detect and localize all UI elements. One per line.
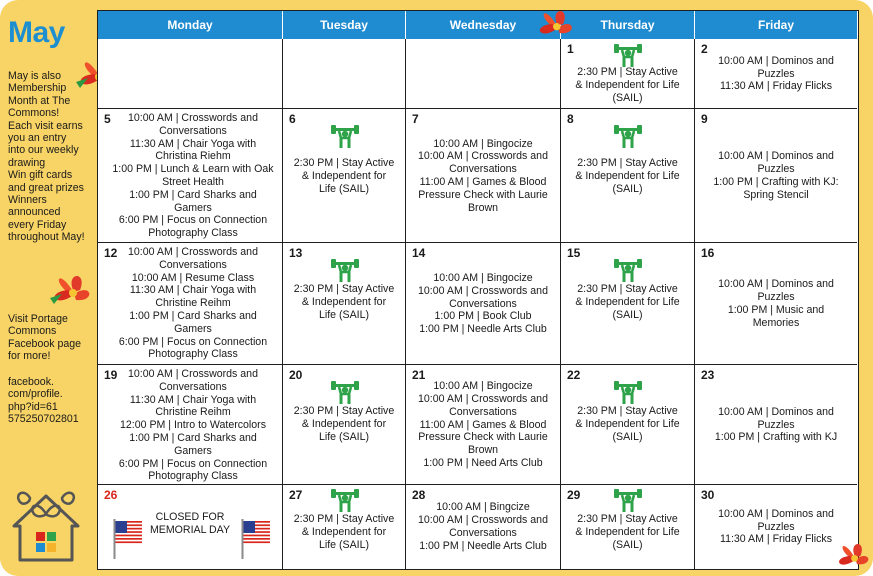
day-events: 10:00 AM | Dominos and Puzzles 1:00 PM | Crafting with KJ (714, 405, 838, 444)
sidebar (0, 0, 97, 576)
weightlifting-icon (330, 487, 360, 513)
day-cell (406, 39, 561, 109)
day-cell (695, 109, 857, 243)
day-number: 28 (412, 488, 426, 502)
weightlifting-icon (613, 123, 643, 149)
day-events: 2:30 PM | Stay Active & Independent for Life (SAIL) (293, 283, 395, 321)
weightlifting-icon (613, 42, 643, 68)
facebook-prompt: Visit Portage Commons Facebook page for more! (8, 313, 82, 363)
day-events: 10:00 AM | Crosswords and Conversations 11:30 AM | Chair Yoga with Christina Riehm 1:00 PM | Lunch & Learn with Oak Street Health 1:00 PM | Card Sharks and Gamers 6:00 PM | Focus on Connection Photography Class (112, 112, 274, 240)
weightlifting-icon (613, 379, 643, 405)
day-events: 2:30 PM | Stay Active & Independent for Life (SAIL) (575, 405, 680, 443)
day-number: 9 (701, 112, 708, 126)
day-cell (561, 485, 695, 569)
header-thursday: Thursday (561, 11, 695, 39)
flower-icon (44, 268, 96, 310)
day-cell (406, 243, 561, 365)
day-cell (283, 365, 406, 485)
day-events: 10:00 AM | Dominos and Puzzles 11:30 AM | Friday Flicks (718, 507, 834, 546)
day-cell (283, 39, 406, 109)
day-cell (406, 109, 561, 243)
day-cell (561, 109, 695, 243)
day-events: 10:00 AM | Bingocize 10:00 AM | Crosswords and Conversations 11:00 AM | Games & Blood Pressure Check with Laurie Brown 1:00 PM | Need Arts Club (418, 380, 548, 469)
day-events: 2:30 PM | Stay Active & Independent for Life (SAIL) (293, 513, 395, 551)
day-number: 29 (567, 488, 581, 502)
day-cell (406, 485, 561, 569)
day-cell (283, 243, 406, 365)
day-events: 10:00 AM | Crosswords and Conversations 10:00 AM | Resume Class 11:30 AM | Chair Yoga with Christine Reihm 1:00 PM | Card Sharks and Gamers 6:00 PM | Focus on Connection Photography Class (118, 246, 268, 361)
day-number: 14 (412, 246, 426, 260)
day-cell (283, 109, 406, 243)
flower-icon (830, 536, 873, 574)
header-friday: Friday (695, 11, 857, 39)
day-number: 22 (567, 368, 581, 382)
calendar-grid (97, 10, 859, 570)
day-cell (98, 485, 283, 569)
day-number: 19 (104, 368, 118, 382)
header-monday: Monday (98, 11, 283, 39)
commons-logo (8, 484, 84, 564)
day-number: 16 (701, 246, 715, 260)
day-number: 5 (104, 112, 111, 126)
day-number: 15 (567, 246, 581, 260)
day-number: 6 (289, 112, 296, 126)
weightlifting-icon (613, 257, 643, 283)
day-events: 10:00 AM | Bingocize 10:00 AM | Crosswords and Conversations 1:00 PM | Book Club 1:00 PM | Needle Arts Club (418, 272, 548, 336)
weightlifting-icon (330, 379, 360, 405)
day-number: 30 (701, 488, 715, 502)
day-number: 1 (567, 42, 574, 56)
day-number: 8 (567, 112, 574, 126)
day-cell (695, 365, 857, 485)
day-number: 20 (289, 368, 303, 382)
day-cell (561, 39, 695, 109)
day-events: 2:30 PM | Stay Active & Independent for Life (SAIL) (293, 157, 395, 195)
membership-note: May is also Membership Month at The Commons! Each visit earns you an entry into our weekly drawing Win gift cards and great prizes Winners announced every Friday throughout May! (8, 70, 85, 244)
day-cell (283, 485, 406, 569)
day-cell (561, 365, 695, 485)
day-events: 10:00 AM | Dominos and Puzzles 11:30 AM | Friday Flicks (718, 54, 834, 93)
header-tuesday: Tuesday (283, 11, 406, 39)
day-cell (561, 243, 695, 365)
day-cell (695, 39, 857, 109)
day-cell (98, 109, 283, 243)
day-number: 26 (104, 488, 118, 502)
day-events: 2:30 PM | Stay Active & Independent for Life (SAIL) (575, 283, 680, 321)
day-cell (98, 39, 283, 109)
weightlifting-icon (330, 123, 360, 149)
day-events: 2:30 PM | Stay Active & Independent for Life (SAIL) (575, 513, 680, 551)
day-number: 2 (701, 42, 708, 56)
holiday-note: CLOSED FOR MEMORIAL DAY (149, 511, 231, 536)
day-number: 21 (412, 368, 426, 382)
day-events: 10:00 AM | Crosswords and Conversations 11:30 AM | Chair Yoga with Christine Reihm 12:00 PM | Intro to Watercolors 1:00 PM | Card Sharks and Gamers 6:00 PM | Focus on Connection Photography Class (118, 368, 268, 483)
day-cell (406, 365, 561, 485)
day-number: 7 (412, 112, 419, 126)
facebook-url: facebook. com/profile. php?id=61 575250702801 (8, 376, 79, 426)
day-events: 2:30 PM | Stay Active & Independent for Life (SAIL) (293, 405, 395, 443)
weightlifting-icon (613, 487, 643, 513)
weightlifting-icon (330, 257, 360, 283)
day-cell (98, 243, 283, 365)
day-events: 10:00 AM | Dominos and Puzzles 1:00 PM | Music and Memories (718, 278, 834, 329)
day-events: 2:30 PM | Stay Active & Independent for Life (SAIL) (575, 157, 680, 195)
day-number: 27 (289, 488, 303, 502)
day-number: 12 (104, 246, 118, 260)
day-events: 2:30 PM | Stay Active & Independent for Life (SAIL) (575, 66, 680, 104)
day-cell (695, 243, 857, 365)
day-number: 23 (701, 368, 715, 382)
header-wednesday: Wednesday (406, 11, 561, 39)
day-number: 13 (289, 246, 303, 260)
day-events: 10:00 AM | Dominos and Puzzles 1:00 PM | Crafting with KJ: Spring Stencil (713, 150, 839, 201)
day-events: 10:00 AM | Bingcize 10:00 AM | Crosswords and Conversations 1:00 PM | Needle Arts Club (418, 501, 548, 552)
month-title: May (8, 16, 65, 49)
flower-icon (530, 3, 578, 43)
day-events: 10:00 AM | Bingocize 10:00 AM | Crosswords and Conversations 11:00 AM | Games & Blood Pressure Check with Laurie Brown (418, 137, 548, 214)
day-cell (98, 365, 283, 485)
